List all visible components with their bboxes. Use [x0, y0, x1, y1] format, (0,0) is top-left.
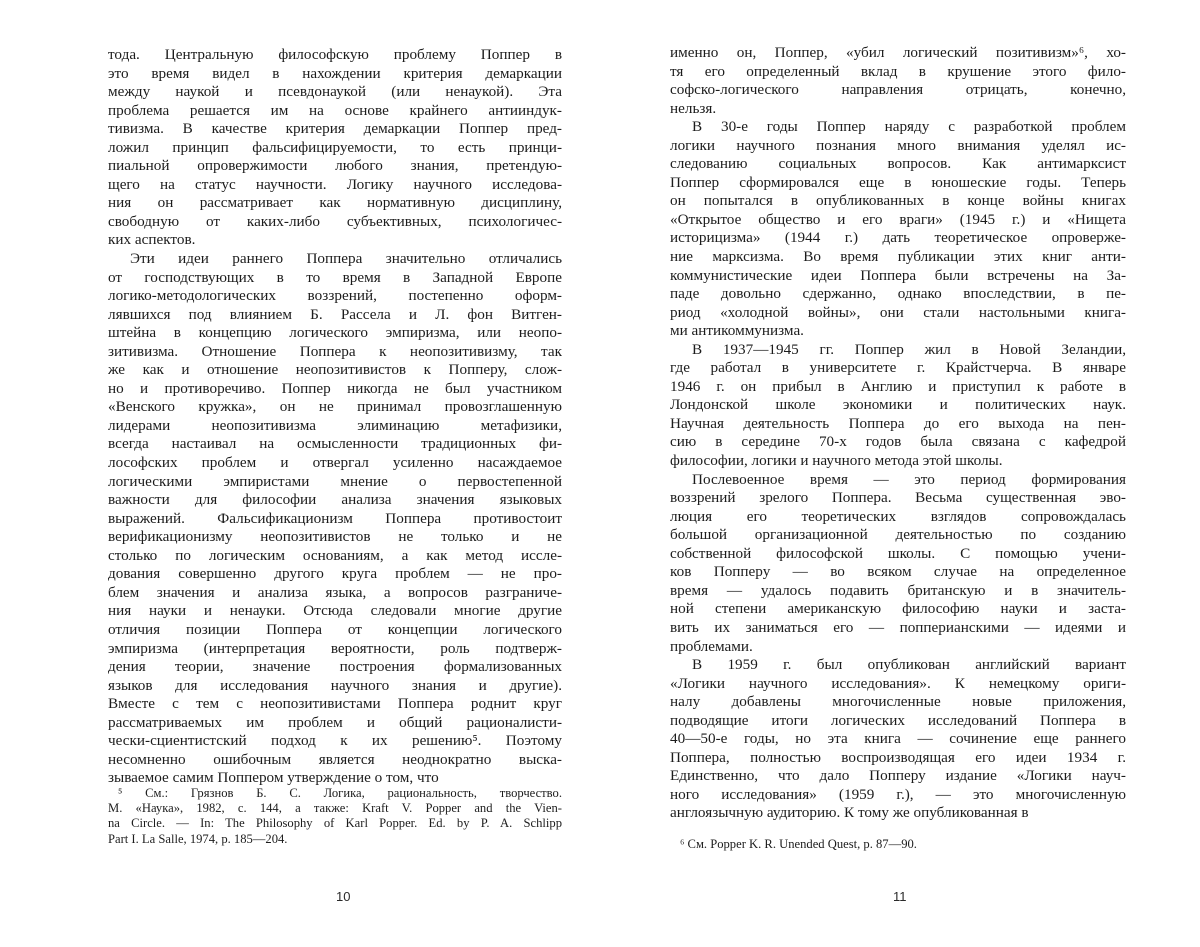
text-line: логико-методологических воззрений, постепенно оформ- — [108, 287, 562, 305]
text-line: Поппер сформировался еще в юношеские годы. Теперь — [670, 173, 1126, 191]
text-line: люция его теоретических взглядов сопровождалась — [670, 507, 1126, 525]
text-line: лидерами неопозитивизма элиминацию метафизики, — [108, 416, 562, 434]
right-page-number: 11 — [893, 889, 907, 904]
footnote-line: na Circle. — In: The Philosophy of Karl Popper. Ed. by P. A. Schlipp — [108, 816, 562, 831]
text-line: столько по логическим основаниям, а как метод иссле- — [108, 546, 562, 564]
text-line: важности для философии анализа значения языковых — [108, 491, 562, 509]
text-line: это время видел в нахождении критерия демаркации — [108, 64, 562, 82]
text-line: Поппера, полностью воспроизводящая его идеи 1934 г. — [670, 748, 1126, 766]
text-line: В 30-е годы Поппер наряду с разработкой проблем — [692, 118, 1126, 136]
text-line: между наукой и псевдонаукой (или ненаукой). Эта — [108, 83, 562, 101]
text-line: зываемое самим Поппером утверждение о том, что — [108, 769, 439, 787]
text-line: несомненно ошибочным является неоднократно выска- — [108, 750, 562, 768]
text-line: от господствующих в то время в Западной Европе — [108, 268, 562, 286]
text-line: ких аспектов. — [108, 231, 196, 249]
text-line: Единственно, что дало Попперу издание «Логики науч- — [670, 767, 1126, 785]
text-line: ми антикоммунизма. — [670, 322, 804, 340]
footnote-line: ⁶ См. Popper K. R. Unended Quest, p. 87—90. — [680, 837, 917, 851]
text-line: следованию социальных вопросов. Как антимарксист — [670, 155, 1126, 173]
footnote-line: Part I. La Salle, 1974, p. 185—204. — [108, 831, 288, 846]
text-line: логики научного познания много внимания уделял ис- — [670, 136, 1126, 154]
text-line: софско-логического направления отрицать, конечно, — [670, 81, 1126, 99]
text-line: штейна в концепцию логического эмпиризма, или неопо- — [108, 324, 562, 342]
text-line: дения теории, значение построения формализованных — [108, 658, 562, 676]
text-line: В 1959 г. был опубликован английский вариант — [692, 656, 1126, 674]
text-line: но и противоречиво. Поппер никогда не был участником — [108, 379, 562, 397]
text-line: эмпиризма (интерпретация вероятности, роль подтверж- — [108, 639, 562, 657]
text-line: воззрений зрелого Поппера. Весьма существенная эво- — [670, 489, 1126, 507]
text-line: Эти идеи раннего Поппера значительно отличались — [130, 250, 562, 268]
text-line: Вместе с тем с неопозитивистами Поппера роднит круг — [108, 695, 562, 713]
text-line: языков для исследования научного знания и другие). — [108, 676, 562, 694]
text-line: отличия позиции Поппера от концепции логического — [108, 620, 562, 638]
text-line: «Логики научного исследования». К немецкому ориги- — [670, 674, 1126, 692]
text-line: собственной философской школы. С помощью учени- — [670, 544, 1126, 562]
text-line: именно он, Поппер, «убил логический позитивизм»⁶, хо- — [670, 44, 1126, 61]
text-line: ложил принцип фальсифицируемости, то есть принци- — [108, 138, 562, 156]
text-line: Научная деятельность Поппера до его выхода на пен- — [670, 414, 1126, 432]
right-page-body — [670, 44, 1126, 823]
text-line: Послевоенное время — это период формирования — [692, 470, 1126, 488]
text-line: всегда настаивал на осмысленности традиционных фи- — [108, 435, 562, 453]
text-line: ния науки и ненауки. Отсюда следовали многие другие — [108, 602, 562, 620]
text-line: чески-сциентистский подход к их решению⁵. Поэтому — [108, 732, 562, 750]
text-line: тя его определенный вклад в крушение этого фило- — [670, 62, 1126, 80]
text-line: где работал в университете г. Крайстчерча. В январе — [670, 359, 1126, 377]
text-line: нельзя. — [670, 99, 717, 117]
text-line: верификационизму неопозитивистов не только и не — [108, 528, 562, 546]
text-line: свободную от каких-либо субъективных, психологичес- — [108, 212, 562, 230]
text-line: налу добавлены многочисленные новые приложения, — [670, 693, 1126, 711]
text-line: логическими эмпиристами мнение о первостепенной — [108, 472, 562, 490]
text-line: лявшихся под влиянием Б. Рассела и Л. фон Витген- — [108, 305, 562, 323]
left-page-body — [108, 46, 562, 788]
text-line: зитивизма. Отношение Поппера к неопозитивизму, так — [108, 342, 562, 360]
text-line: щего на статус научности. Логику научного исследова- — [108, 175, 562, 193]
text-line: сию в середине 70-х годов была связана с кафедрой — [670, 433, 1126, 451]
footnote-line: М. «Наука», 1982, с. 144, а также: Kraft V. Popper and the Vien- — [108, 801, 562, 816]
text-line: ков Попперу — во всяком случае на определенное — [670, 563, 1126, 581]
text-line: проблема решается им на основе крайнего антииндук- — [108, 101, 562, 119]
text-line: историцизма» (1944 г.) дать теоретическое опроверже- — [670, 229, 1126, 247]
text-line: ной степени американскую философию науки и застa- — [670, 600, 1126, 618]
text-line: тивизма. В качестве критерия демаркации Поппер пред- — [108, 120, 562, 138]
footnote-line: ⁵ См.: Грязнов Б. С. Логика, рациональность, творчество. — [118, 786, 562, 800]
text-line: вить их заниматься его — попперианскими — идеями и — [670, 618, 1126, 636]
text-line: подводящие итоги логических исследований Поппера в — [670, 711, 1126, 729]
text-line: «Венского кружка», он не принимал провозглашенную — [108, 398, 562, 416]
text-line: тода. Центральную философскую проблему Поппер в — [108, 46, 562, 63]
text-line: В 1937—1945 гг. Поппер жил в Новой Зеландии, — [692, 340, 1126, 358]
text-line: Лондонской школе экономики и политических наук. — [670, 396, 1126, 414]
text-line: блем значения и анализа языка, а вопросов разграниче- — [108, 583, 562, 601]
left-page-number: 10 — [336, 889, 351, 904]
text-line: 40—50-е годы, но эта книга — сочинение еще раннего — [670, 730, 1126, 748]
text-line: паде довольно сдержанно, однако впоследствии, в пе- — [670, 285, 1126, 303]
right-page-footnote — [670, 837, 1126, 852]
text-line: большой организационной деятельностью по созданию — [670, 526, 1126, 544]
text-line: риод «холодной войны», они стали настольными книга- — [670, 303, 1126, 321]
text-line: проблемами. — [670, 637, 753, 655]
text-line: рассматриваемых им проблем и общий рационалисти- — [108, 713, 562, 731]
text-line: 1946 г. он прибыл в Англию и приступил к работе в — [670, 377, 1126, 395]
text-line: ного исследования» (1959 г.), — это многочисленную — [670, 785, 1126, 803]
text-line: он попытался в опубликованных в конце войны книгах — [670, 192, 1126, 210]
text-line: выражений. Фальсификационизм Поппера противостоит — [108, 509, 562, 527]
text-line: лософских проблем и отвергал усиленно насаждаемое — [108, 454, 562, 472]
text-line: время — удалось подавить британскую и в значитель- — [670, 581, 1126, 599]
text-line: коммунистические идеи Поппера были встречены на За- — [670, 266, 1126, 284]
text-line: англоязычную аудиторию. К тому же опубликованная в — [670, 804, 1029, 822]
text-line: ния он рассматривает как нормативную дисциплину, — [108, 194, 562, 212]
text-line: же как и отношение неопозитивистов к Попперу, слож- — [108, 361, 562, 379]
text-line: дования совершенно другого круга проблем — не про- — [108, 565, 562, 583]
text-line: философии, логики и научного метода этой школы. — [670, 452, 1003, 470]
text-line: ние марксизма. Во время публикации этих книг анти- — [670, 248, 1126, 266]
text-line: «Открытое общество и его враги» (1945 г.) и «Нищета — [670, 210, 1126, 228]
left-page-footnote — [108, 786, 562, 847]
text-line: пиальной опровержимости любого знания, претендую- — [108, 157, 562, 175]
